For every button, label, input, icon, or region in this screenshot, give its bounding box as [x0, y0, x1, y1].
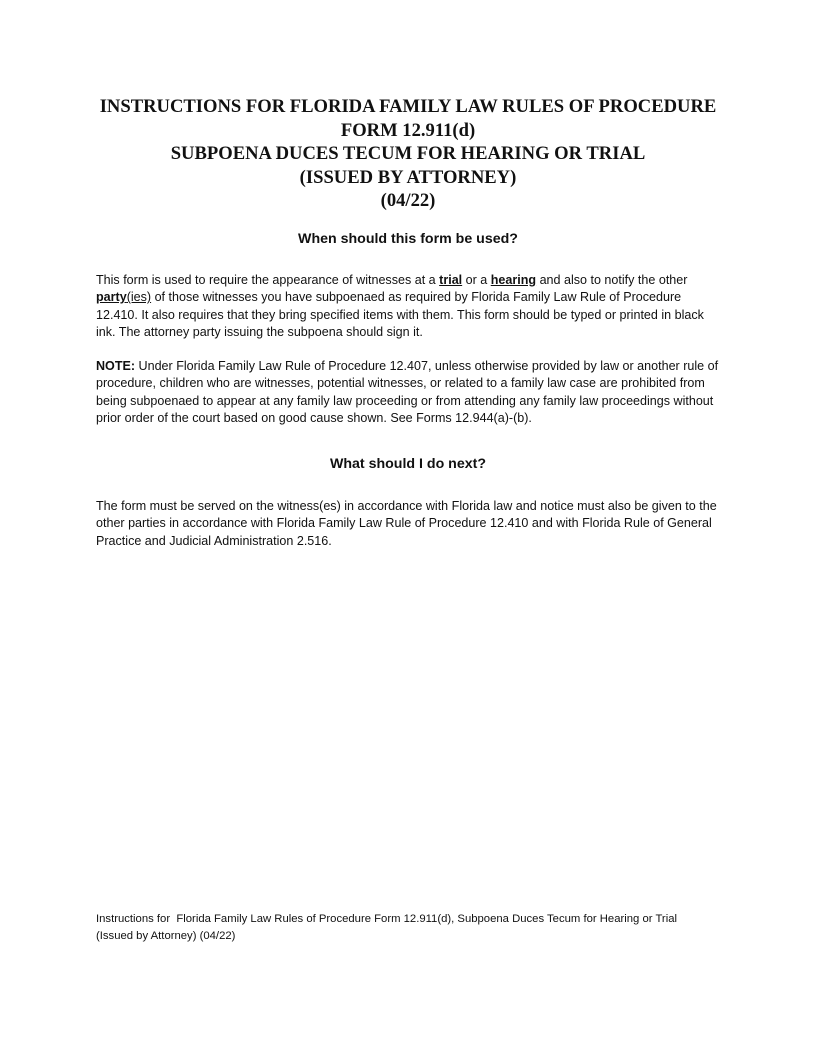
trial-term: trial	[439, 273, 463, 287]
title-line-5: (04/22)	[380, 190, 436, 211]
footer-line-1: Instructions for Florida Family Law Rules of Procedure Form 12.911(d), Subpoena Duces Tecum for Hearing or Trial	[96, 913, 677, 925]
document-title	[96, 95, 720, 213]
section-heading-next: What should I do next?	[329, 456, 487, 472]
usage-paragraph: This form is used to require the appearance of witnesses at a trial or a hearing and also to notify the other party(ies) of those witnesses you have subpoenaed as required by Florida Family Law Rule of Procedure 12.410. It also requires that they bring specified items with them. This form should be typed or printed in black ink. The attorney party issuing the subpoena should sign it.	[96, 273, 704, 339]
hearing-term: hearing	[490, 273, 537, 287]
title-line-4: (ISSUED BY ATTORNEY)	[299, 166, 517, 188]
note-label: NOTE:	[96, 359, 136, 373]
title-line-2: FORM 12.911(d)	[340, 119, 476, 141]
party-term: party	[96, 290, 127, 305]
title-line-3: SUBPOENA DUCES TECUM FOR HEARING OR TRIAL	[170, 143, 646, 164]
section-heading-when: When should this form be used?	[298, 231, 518, 247]
title-line-1: INSTRUCTIONS FOR FLORIDA FAMILY LAW RULES OF PROCEDURE	[99, 96, 717, 117]
note-paragraph: NOTE: Under Florida Family Law Rule of Procedure 12.407, unless otherwise provided by law or another rule of procedure, children who are witnesses, potential witnesses, or related to a family law case are prohibited from being subpoenaed to appear at any family law proceeding or from attending any family law proceedings without prior order of the court based on good cause shown. See Forms 12.944(a)-(b).	[96, 359, 719, 425]
page-footer	[96, 911, 736, 945]
footer-line-2: (Issued by Attorney) (04/22)	[96, 930, 236, 942]
next-steps-paragraph: The form must be served on the witness(es) in accordance with Florida law and notice must also be given to the other parties in accordance with Florida Family Law Rule of Procedure 12.410 and with Florida Rule of General Practice and Judicial Administration 2.516.	[96, 499, 717, 548]
